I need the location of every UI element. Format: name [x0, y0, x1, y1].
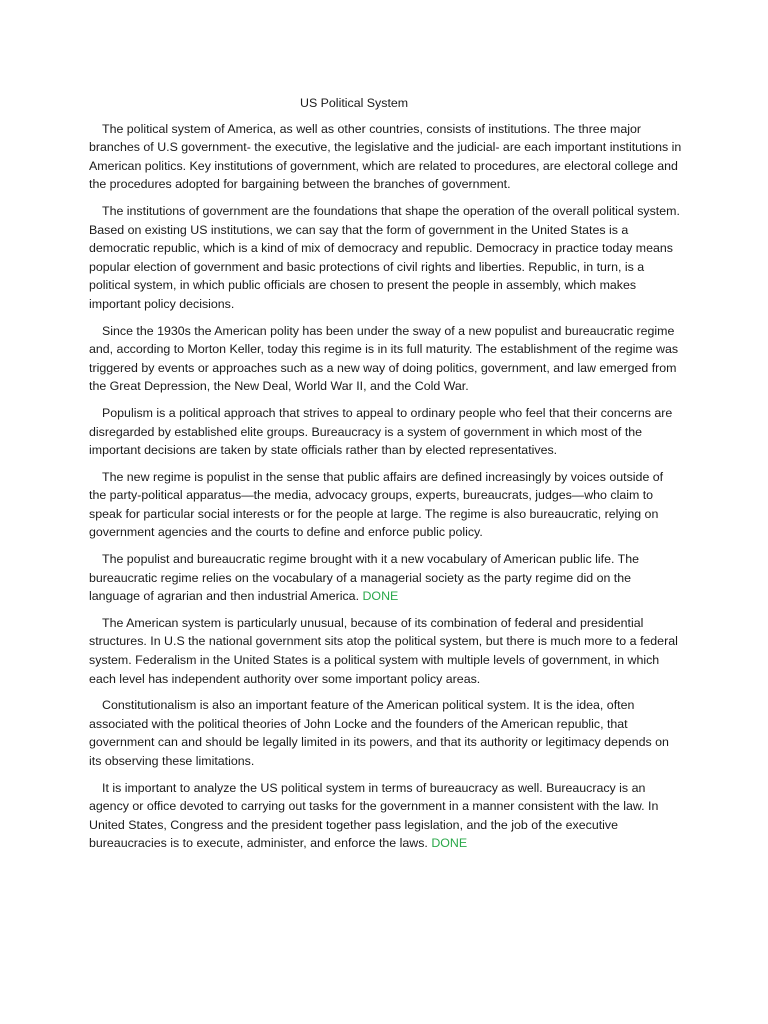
paragraph-text: The new regime is populist in the sense that public affairs are defined increasingly by voices outside of the party-political apparatus—the media, advocacy groups, experts, bureaucrats, judges—who claim to speak for particular social interests or for the people at large. The regime is also bureaucratic, relying on government agencies and the courts to define and enforce public policy. — [89, 469, 664, 540]
paragraph-6 — [89, 550, 683, 606]
paragraph-text: Since the 1930s the American polity has been under the sway of a new populist and bureaucratic regime and, according to Morton Keller, today this regime is in its full maturity. The establishment of the regime was triggered by events or approaches such as a new way of doing politics, government, and law emerged from the Great Depression, the New Deal, World War II, and the Cold War. — [89, 323, 679, 394]
paragraph-2 — [89, 202, 683, 314]
paragraph-text: The American system is particularly unusual, because of its combination of federal and presidential structures. In U.S the national government sits atop the political system, but there is much more to a federal system. Federalism in the United States is a political system with multiple levels of government, in which each level has independent authority over some important policy areas. — [89, 615, 678, 686]
document-title: US Political System — [300, 96, 409, 110]
paragraph-4 — [89, 404, 683, 460]
paragraph-text: Constitutionalism is also an important feature of the American political system. It is the idea, often associated with the political theories of John Locke and the founders of the American republic, that government can and should be legally limited in its powers, and that its authority or legitimacy depends on its observing these limitations. — [89, 698, 669, 768]
paragraph-1 — [89, 120, 683, 194]
document-body — [89, 94, 683, 861]
done-marker: DONE — [362, 589, 399, 604]
paragraph-text: The populist and bureaucratic regime brought with it a new vocabulary of American public life. The bureaucratic regime relies on the vocabulary of a managerial society as the party regime did on the language of agrarian and then industrial America. — [89, 552, 639, 604]
paragraph-8 — [89, 696, 683, 770]
done-marker: DONE — [431, 836, 468, 851]
paragraph-7 — [89, 614, 683, 688]
paragraph-3 — [89, 322, 683, 396]
paragraph-5 — [89, 468, 683, 542]
paragraph-text: The institutions of government are the foundations that shape the operation of the overall political system. Based on existing US institutions, we can say that the form of government in the United States is a democratic republic, which is a kind of mix of democracy and republic. Democracy in practice today means popular election of government and basic protections of civil rights and liberties. Republic, in turn, is a political system, in which public officials are chosen to present the people in assembly, which makes important policy decisions. — [89, 203, 680, 311]
paragraph-text: Populism is a political approach that strives to appeal to ordinary people who feel that their concerns are disregarded by established elite groups. Bureaucracy is a system of government in which most of the important decisions are taken by state officials rather than by elected representatives. — [89, 405, 673, 458]
paragraph-text: The political system of America, as well as other countries, consists of institutions. The three major branches of U.S government- the executive, the legislative and the judicial- are each important institutions in American politics. Key institutions of government, which are related to procedures, are electoral college and the procedures adopted for bargaining between the branches of government. — [89, 121, 682, 192]
paragraph-text: It is important to analyze the US political system in terms of bureaucracy as well. Bureaucracy is an agency or office devoted to carrying out tasks for the government in a manner consistent with the law. In United States, Congress and the president together pass legislation, and the job of the executive bureaucracies is to execute, administer, and enforce the laws. — [89, 780, 659, 851]
paragraph-9 — [89, 779, 683, 853]
